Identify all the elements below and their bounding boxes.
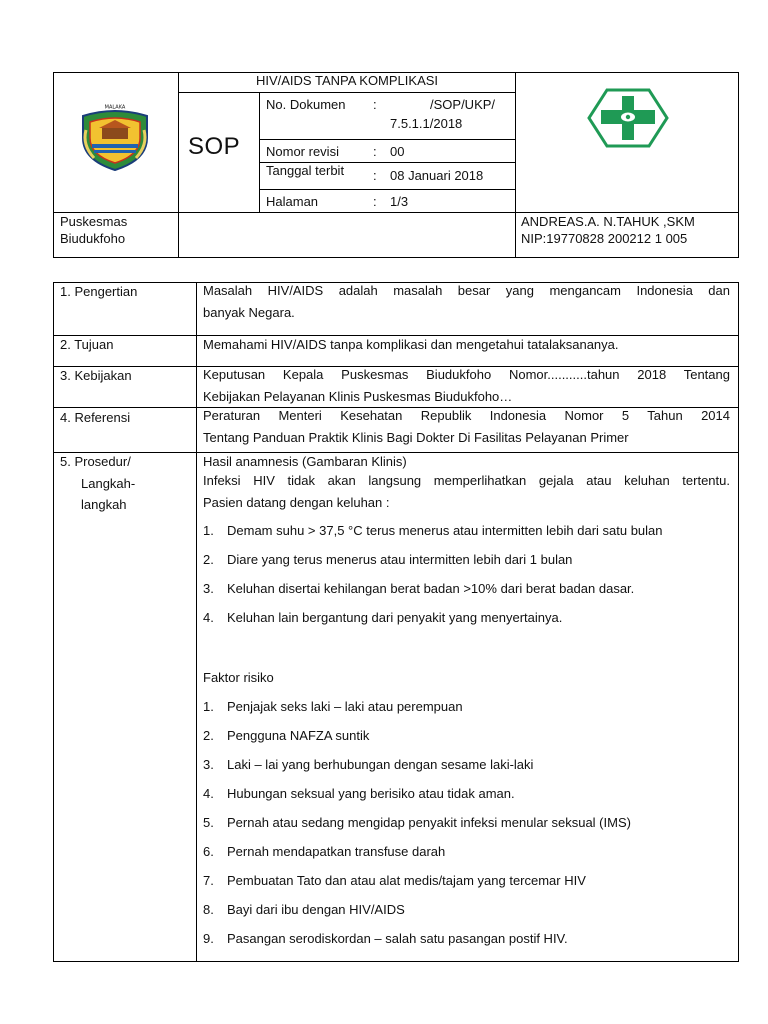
list-number: 2. xyxy=(203,552,214,567)
anamnesis-intro xyxy=(203,470,730,514)
list-number: 1. xyxy=(203,699,214,714)
list-item xyxy=(203,607,733,636)
list-item xyxy=(203,928,733,957)
no-dokumen-label: No. Dokumen xyxy=(266,97,346,112)
list-text: Keluhan disertai kehilangan berat badan >10% dari berat badan dasar. xyxy=(227,581,635,596)
intro-line: Pasien datang dengan keluhan : xyxy=(203,495,390,510)
list-item xyxy=(203,520,733,549)
referensi-line: Tentang Panduan Praktik Klinis Bagi Dokter Di Fasilitas Pelayanan Primer xyxy=(203,430,629,445)
list-item xyxy=(203,578,733,607)
kebijakan-text xyxy=(203,364,730,408)
list-number: 1. xyxy=(203,523,214,538)
list-number: 9. xyxy=(203,931,214,946)
list-number: 2. xyxy=(203,728,214,743)
list-item xyxy=(203,754,733,783)
pengertian-text xyxy=(203,280,730,324)
org-name-cont: Biudukfoho xyxy=(60,231,126,246)
tujuan-text: Memahami HIV/AIDS tanpa komplikasi dan mengetahui tatalaksananya. xyxy=(203,337,619,352)
tanggal-terbit-label: Tanggal terbit xyxy=(266,163,345,178)
no-dokumen-value-cont: 7.5.1.1/2018 xyxy=(390,116,463,131)
list-item xyxy=(203,870,733,899)
logo-text: MALAKA xyxy=(104,104,126,111)
regency-logo xyxy=(74,100,156,172)
list-text: Pernah mendapatkan transfuse darah xyxy=(227,844,446,859)
list-text: Hubungan seksual yang berisiko atau tidak aman. xyxy=(227,786,515,801)
referensi-label: 4. Referensi xyxy=(60,410,131,425)
kebijakan-label: 3. Kebijakan xyxy=(60,368,132,383)
pengertian-line: banyak Negara. xyxy=(203,305,295,320)
halaman-label: Halaman xyxy=(266,194,319,209)
colon: : xyxy=(373,97,377,112)
faktor-list xyxy=(203,696,733,957)
tanggal-terbit-value: 08 Januari 2018 xyxy=(390,168,484,183)
list-item xyxy=(203,899,733,928)
colon: : xyxy=(373,168,377,183)
list-number: 4. xyxy=(203,786,214,801)
no-dokumen-value: /SOP/UKP/ xyxy=(430,97,496,112)
list-text: Laki – lai yang berhubungan dengan sesame laki-laki xyxy=(227,757,534,772)
pengertian-label: 1. Pengertian xyxy=(60,284,138,299)
referensi-line: Peraturan Menteri Kesehatan Republik Indonesia Nomor 5 Tahun 2014 xyxy=(203,408,730,423)
list-text: Pengguna NAFZA suntik xyxy=(227,728,370,743)
anamnesis-heading: Hasil anamnesis (Gambaran Klinis) xyxy=(203,454,407,469)
list-text: Pembuatan Tato dan atau alat medis/tajam yang tercemar HIV xyxy=(227,873,586,888)
list-number: 6. xyxy=(203,844,214,859)
list-number: 3. xyxy=(203,581,214,596)
faktor-risiko-heading: Faktor risiko xyxy=(203,670,274,685)
org-name: Puskesmas xyxy=(60,214,128,229)
prosedur-label: 5. Prosedur/ xyxy=(60,454,131,469)
intro-line: Infeksi HIV tidak akan langsung memperlihatkan gejala atau keluhan tertentu. xyxy=(203,473,730,488)
pengertian-line: Masalah HIV/AIDS adalah masalah besar yang mengancam Indonesia dan xyxy=(203,283,730,298)
list-item xyxy=(203,549,733,578)
colon: : xyxy=(373,194,377,209)
tujuan-label: 2. Tujuan xyxy=(60,337,114,352)
list-text: Keluhan lain bergantung dari penyakit yang menyertainya. xyxy=(227,610,563,625)
halaman-value: 1/3 xyxy=(390,194,409,209)
list-item xyxy=(203,783,733,812)
kebijakan-line: Kebijakan Pelayanan Klinis Puskesmas Biudukfoho… xyxy=(203,389,513,404)
prosedur-label-cont: Langkah- xyxy=(81,476,136,491)
colon: : xyxy=(373,144,377,159)
list-number: 7. xyxy=(203,873,214,888)
list-text: Pernah atau sedang mengidap penyakit infeksi menular seksual (IMS) xyxy=(227,815,631,830)
signer-name: ANDREAS.A. N.TAHUK ,SKM xyxy=(521,214,695,229)
nomor-revisi-label: Nomor revisi xyxy=(266,144,339,159)
list-number: 4. xyxy=(203,610,214,625)
prosedur-label-cont: langkah xyxy=(81,497,127,512)
list-number: 8. xyxy=(203,902,214,917)
list-text: Diare yang terus menerus atau intermitten lebih dari 1 bulan xyxy=(227,552,573,567)
signer-nip: NIP:19770828 200212 1 005 xyxy=(521,231,688,246)
list-text: Demam suhu > 37,5 °C terus menerus atau intermitten lebih dari satu bulan xyxy=(227,523,663,538)
list-text: Bayi dari ibu dengan HIV/AIDS xyxy=(227,902,405,917)
list-number: 3. xyxy=(203,757,214,772)
keluhan-list xyxy=(203,520,733,636)
document-title: HIV/AIDS TANPA KOMPLIKASI xyxy=(255,73,439,88)
sop-label: SOP xyxy=(188,133,241,160)
list-item xyxy=(203,841,733,870)
kebijakan-line: Keputusan Kepala Puskesmas Biudukfoho Nomor...........tahun 2018 Tentang xyxy=(203,367,730,382)
nomor-revisi-value: 00 xyxy=(390,144,405,159)
list-number: 5. xyxy=(203,815,214,830)
puskesmas-logo xyxy=(587,88,669,148)
list-item xyxy=(203,696,733,725)
list-item xyxy=(203,725,733,754)
list-item xyxy=(203,812,733,841)
list-text: Penjajak seks laki – laki atau perempuan xyxy=(227,699,463,714)
referensi-text xyxy=(203,405,730,449)
list-text: Pasangan serodiskordan – salah satu pasangan postif HIV. xyxy=(227,931,568,946)
